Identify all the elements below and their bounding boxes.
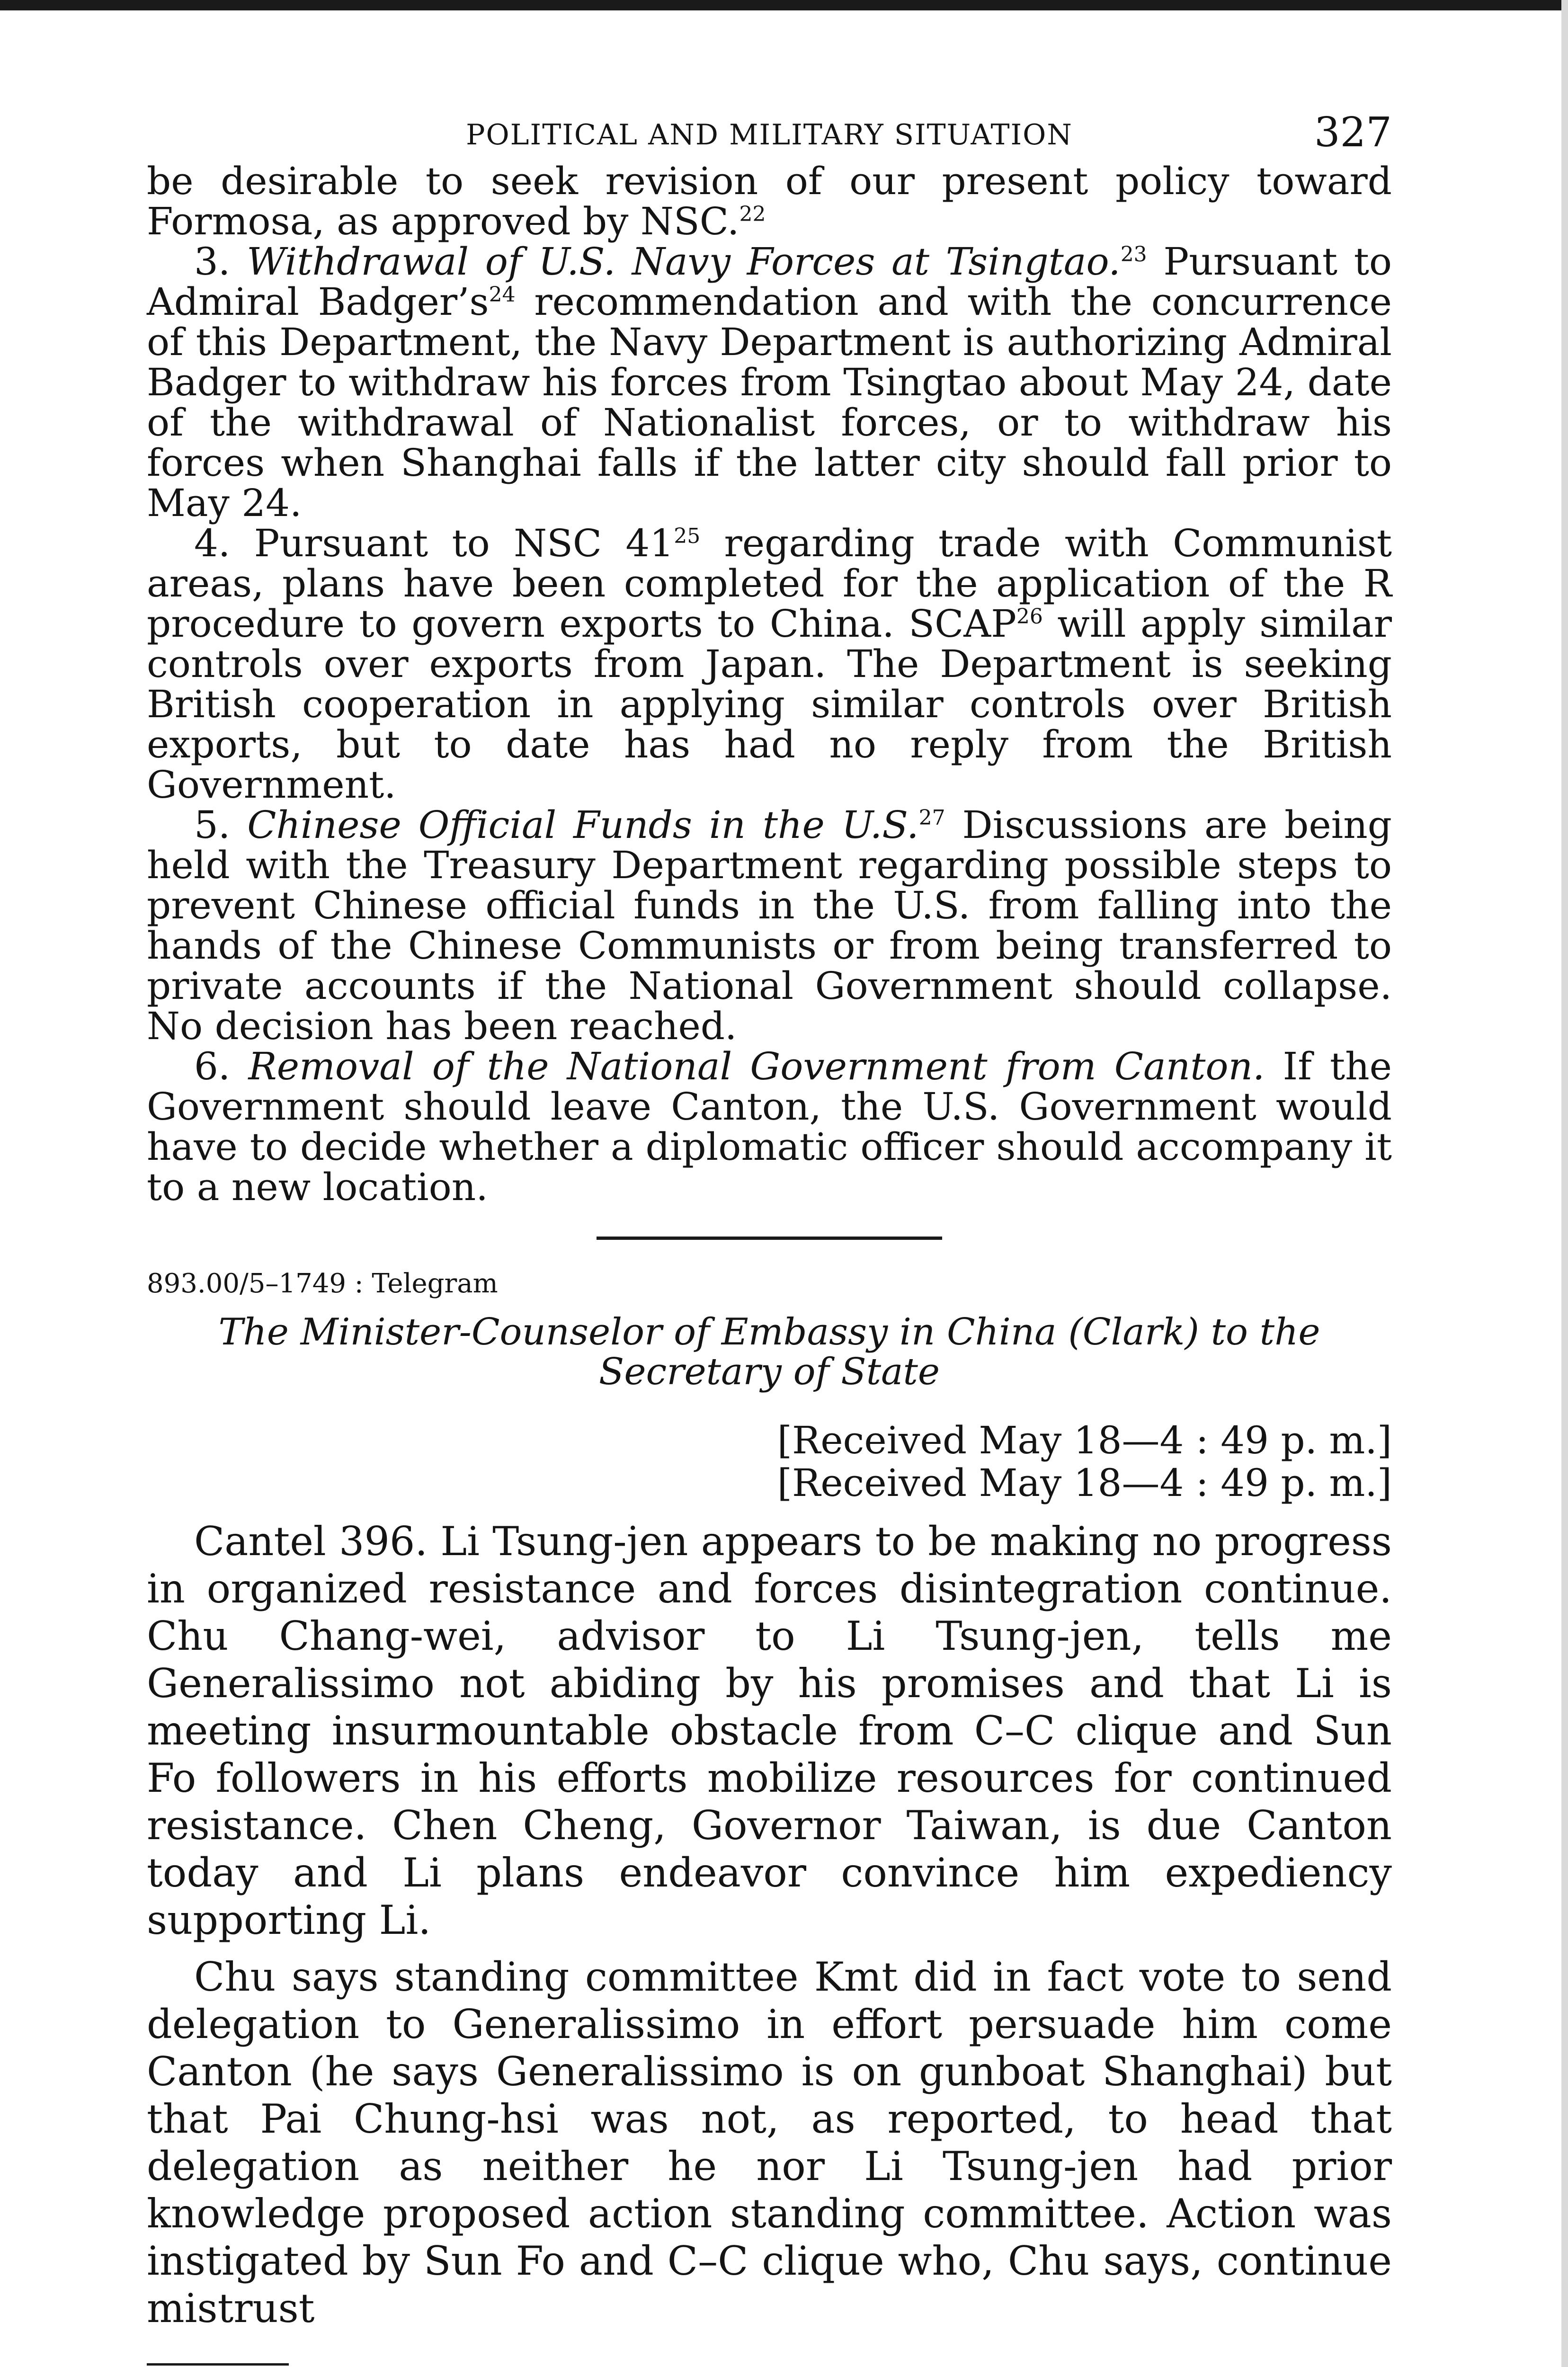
continued-paragraph <box>147 161 1392 241</box>
document-title-line: The Minister-Counselor of Embassy in China (Clark) to the <box>218 1311 1320 1353</box>
item-title: Removal of the National Government from Canton. <box>248 1044 1265 1088</box>
footnote-ref: 24 <box>489 283 516 307</box>
footnote-divider <box>147 2363 289 2366</box>
document-page <box>147 104 1392 2367</box>
item-number: 3. <box>194 240 231 284</box>
received-line: [Received May 18—4 : 49 p. m.] <box>777 1461 1392 1505</box>
footnote-ref: 22 <box>739 202 766 226</box>
item-text: Discussions are being held with the Treasury Department regarding possible steps to prevent Chinese official funds in the U.S. from falling into the hands of the Chinese Communists or from being transferred to private accounts if the National Government should collapse. No decision has been reached. <box>147 803 1392 1048</box>
item-title: Withdrawal of U.S. Navy Forces at Tsingtao. <box>247 240 1121 284</box>
item-4 <box>147 523 1392 805</box>
page-header <box>147 104 1392 161</box>
telegram-paragraph: Chu says standing committee Kmt did in fact vote to send delegation to Generalissimo in effort persuade him come Canton (he says Generalissimo is on gunboat Shanghai) but that Pai Chung-hsi was not, as reported, to head that delegation as neither he nor Li Tsung-jen had prior knowledge proposed action standing committee. Action was instigated by Sun Fo and C–C clique who, Chu says, continue mistrust <box>147 1954 1392 2331</box>
memo-body <box>147 161 1392 1207</box>
page-right-edge <box>1561 0 1568 2367</box>
item-5 <box>147 805 1392 1046</box>
item-number: 5. <box>194 803 231 847</box>
footnote-ref: 26 <box>1016 605 1043 629</box>
telegram-paragraph: Cantel 396. Li Tsung-jen appears to be making no progress in organized resistance and forces disintegration continue. Chu Chang-wei, advisor to Li Tsung-jen, tells me Generalissimo not abiding by his promises and that Li is meeting insurmountable obstacle from C–C clique and Sun Fo followers in his efforts mobilize resources for continued resistance. Chen Cheng, Governor Taiwan, is due Canton today and Li plans endeavor convince him expediency supporting Li. <box>147 1518 1392 1943</box>
paragraph-text: be desirable to seek revision of our present policy toward Formosa, as approved by NSC. <box>147 159 1392 243</box>
running-head: POLITICAL AND MILITARY SITUATION <box>466 118 1073 151</box>
item-text: Pursuant to Admiral Badger’s <box>147 240 1392 324</box>
item-number: 6. <box>194 1044 231 1088</box>
footnote-ref: 27 <box>918 806 945 830</box>
item-title: Chinese Official Funds in the U.S. <box>247 803 919 847</box>
received-stamp <box>147 1419 1392 1504</box>
page-number: 327 <box>1314 109 1392 156</box>
telegram-body <box>147 1518 1392 2332</box>
page-top-border <box>0 0 1568 10</box>
item-text: 4. Pursuant to NSC 41 <box>194 521 674 565</box>
document-title <box>147 1312 1392 1392</box>
item-text: recommendation and with the concurrence of this Department, the Navy Department is authorizing Admiral Badger to withdraw his forces from Tsingtao about May 24, date of the withdrawal of Nationalist forces, or to withdraw his forces when Shanghai falls if the latter city should fall prior to May 24. <box>147 280 1392 525</box>
item-text: If the Government should leave Canton, the U.S. Government would have to decide whether a diplomatic officer should accompany it to a new location. <box>147 1044 1392 1209</box>
item-3 <box>147 241 1392 523</box>
item-text: regarding trade with Communist areas, plans have been completed for the application of the R procedure to govern exports to China. SCAP <box>147 521 1392 646</box>
item-6 <box>147 1046 1392 1207</box>
section-divider <box>597 1237 942 1240</box>
document-id: 893.00/5–1749 : Telegram <box>147 1268 498 1299</box>
document-title-line: Secretary of State <box>598 1351 940 1393</box>
item-text: will apply similar controls over exports from Japan. The Department is seeking British cooperation in applying similar controls over British exports, but to date has had no reply from the British Government. <box>147 602 1392 807</box>
footnote-ref: 23 <box>1120 242 1147 267</box>
footnote-ref: 25 <box>674 524 701 548</box>
received-line: [Received May 18—4 : 49 p. m.] <box>777 1418 1392 1462</box>
